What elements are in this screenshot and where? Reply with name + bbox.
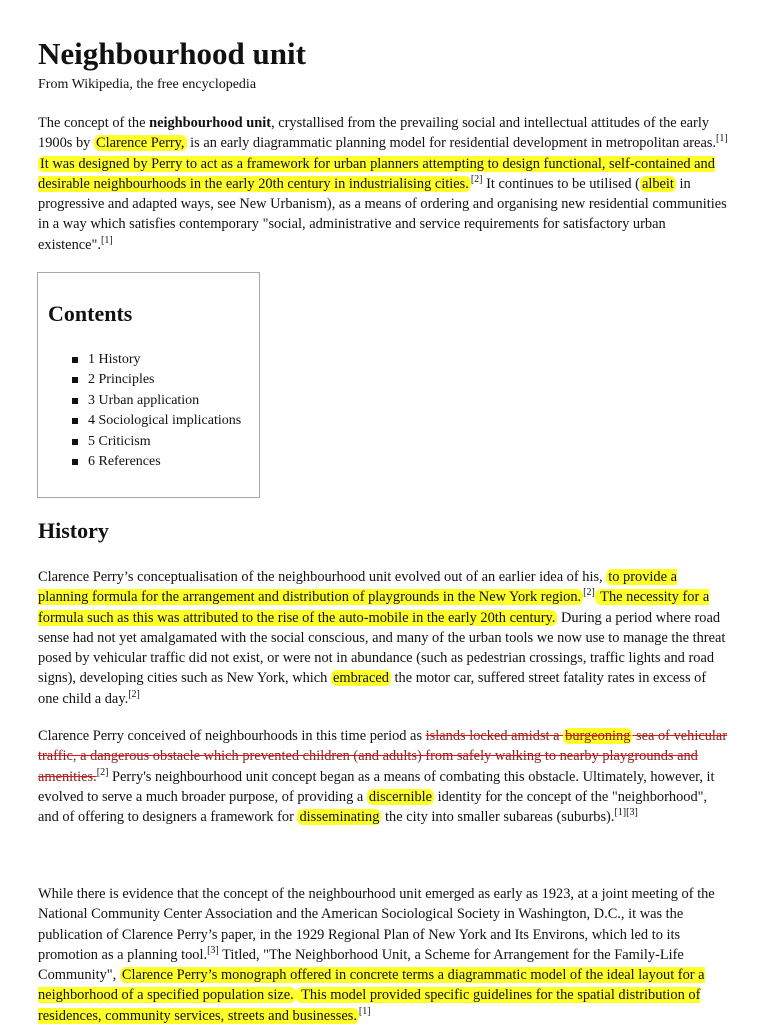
citation-link[interactable]: [2]: [128, 688, 140, 700]
citation-link[interactable]: [1]: [358, 1005, 371, 1017]
text: The concept of the: [38, 115, 150, 131]
citation-link[interactable]: [1]: [716, 133, 728, 145]
toc-item[interactable]: 6 References: [38, 452, 241, 472]
toc-title: Contents: [48, 301, 133, 326]
text: the city into smaller subareas (suburbs).: [381, 809, 615, 826]
citation-link[interactable]: [2]: [96, 766, 109, 778]
text: During a period where road sense had not yet amalgamated with the social conscious, and many of the urban tools we now use to manage the threat posed by vehicular traffic did not exist, or were not in abundance (such as pedestrian crossings, traffic lights and road signs), developing cities such as New York, which: [38, 609, 726, 687]
highlight: discernible: [368, 788, 433, 805]
strikethrough-text: sea of vehicular traffic, a dangerous obstacle which prevented children (and adults) from safely walking to nearby playgrounds and amenities.: [38, 728, 728, 785]
text: Clarence Perry’s conceptualisation of the neighbourhood unit evolved out of an earlier idea of his,: [38, 569, 607, 585]
highlight: Clarence Perry,: [95, 135, 185, 152]
strikethrough-text: islands locked amidst a: [425, 728, 564, 744]
text: Clarence Perry conceived of neighbourhoods in this time period as: [38, 728, 426, 744]
toc-item[interactable]: 4 Sociological implications: [38, 411, 241, 431]
highlight: to provide a planning formula for the arrangement and distribution of playgrounds in the New York region.: [38, 569, 678, 606]
citation-link[interactable]: [1]: [614, 807, 627, 819]
text: Titled, "The Neighborhood Unit, a Scheme for Arrangement for the Family-Life Community",: [38, 946, 684, 984]
text: While there is evidence that the concept of the neighbourhood unit emerged as early as 1923, at a joint meeting of the National Community Center Association and the American Sociological Society in Washington, D.C., it was the publication of Clarence Perry’s paper, in the 1929 Regional Plan of New York and Its Environs, which led to its promotion as a planning tool.: [38, 886, 715, 963]
highlight: The necessity for a formula such as this was attributed to the rise of the auto-mobile in the early 20th century.: [38, 589, 710, 626]
table-of-contents: [37, 272, 260, 498]
citation-link[interactable]: [3]: [626, 807, 638, 819]
highlight: embraced: [332, 670, 389, 687]
text: , crystallised from the prevailing social and intellectual attitudes of the early 1900s by: [38, 115, 710, 152]
highlight: It was designed by Perry to act as a framework for urban planners attempting to design functional, self-contained and desirable neighbourhoods in the early 20th century in industrialising cities.: [38, 155, 715, 192]
intro-paragraph: [38, 113, 728, 255]
text: Perry's neighbourhood unit concept began as a means of combating this obstacle. Ultimately, however, it evolved to serve a much broader purpose, of providing a: [38, 768, 715, 805]
strikethrough-highlight: burgeoning: [565, 728, 631, 744]
highlight: albeit: [641, 175, 674, 192]
toc-item[interactable]: 2 Principles: [38, 370, 241, 390]
page-title: Neighbourhood unit: [38, 36, 306, 71]
highlight: This model provided specific guidelines for the spatial distribution of residences, community services, streets and businesses.: [38, 987, 701, 1024]
citation-link[interactable]: [2]: [583, 587, 595, 599]
highlight: Clarence Perry’s monograph offered in concrete terms a diagrammatic model of the ideal layout for a neighborhood of a specified population size.: [38, 967, 705, 1004]
highlight: disseminating: [299, 809, 380, 826]
citation-link[interactable]: [1]: [101, 234, 113, 246]
section-heading-history: History: [38, 518, 109, 543]
page-subtitle: From Wikipedia, the free encyclopedia: [38, 77, 257, 92]
toc-list: [38, 350, 241, 472]
text: in progressive and adapted ways, see New Urbanism), as a means of ordering and organising new residential communities in a way which satisfies contemporary "social, administrative and service requirements for satisfactory urban existence".: [38, 175, 727, 253]
history-paragraph: [38, 884, 728, 1026]
text: identity for the concept of the "neighborhood", and of offering to designers a framework for: [38, 788, 708, 826]
bold-term: neighbourhood unit: [149, 115, 272, 131]
history-paragraph: [38, 726, 728, 827]
history-paragraph: [38, 567, 728, 709]
citation-link[interactable]: [3]: [207, 945, 219, 957]
text: the motor car, suffered street fatality rates in excess of one child a day.: [38, 670, 707, 707]
text: is an early diagrammatic planning model for residential development in metropolitan areas.: [186, 135, 717, 152]
citation-link[interactable]: [2]: [470, 174, 483, 186]
toc-item[interactable]: 1 History: [38, 350, 241, 370]
toc-item[interactable]: 5 Criticism: [38, 432, 241, 452]
toc-item[interactable]: 3 Urban application: [38, 391, 241, 411]
text: It continues to be utilised (: [482, 175, 640, 192]
